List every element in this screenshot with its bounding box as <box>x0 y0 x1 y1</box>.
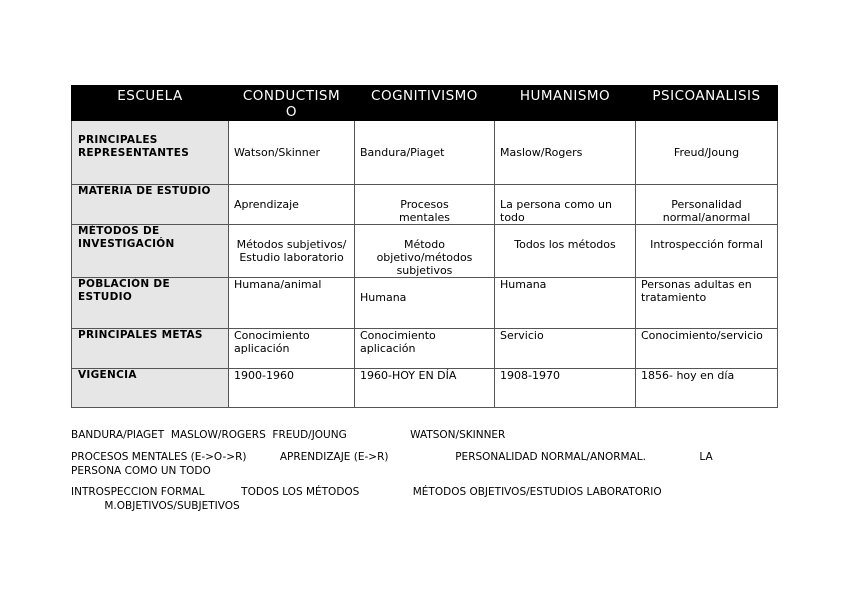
notes-line-metodos: INTROSPECCION FORMAL TODOS LOS MÉTODOS MÉTODOS OBJETIVOS/ESTUDIOS LABORATORIO M.OBJETIVOS/SUBJETIVOS <box>71 486 662 512</box>
table-row-representantes <box>72 121 778 185</box>
header-cognitivismo: COGNITIVISMO <box>355 86 495 121</box>
row-label-vigencia: VIGENCIA <box>72 369 229 408</box>
notes-line-representantes: BANDURA/PIAGET MASLOW/ROGERS FREUD/JOUNG WATSON/SKINNER <box>71 429 506 441</box>
row-label-poblacion: POBLACIÓN DE ESTUDIO <box>72 278 229 329</box>
row-label-metodos: MÉTODOS DE INVESTIGACIÓN <box>72 225 229 278</box>
cell-poblacion-psicoanalisis: Personas adultas en tratamiento <box>636 278 778 329</box>
cell-representantes-humanismo: Maslow/Rogers <box>495 121 636 185</box>
cell-metodos-humanismo: Todos los métodos <box>495 225 636 278</box>
table-row-poblacion <box>72 278 778 329</box>
table-row-metas <box>72 329 778 369</box>
cell-representantes-conductismo: Watson/Skinner <box>229 121 355 185</box>
cell-metodos-cognitivismo: Método objetivo/métodos subjetivos <box>355 225 495 278</box>
cell-vigencia-psicoanalisis: 1856- hoy en día <box>636 369 778 408</box>
cell-metas-humanismo: Servicio <box>495 329 636 369</box>
table-row-vigencia <box>72 369 778 408</box>
cell-materia-conductismo: Aprendizaje <box>229 185 355 225</box>
table-row-metodos <box>72 225 778 278</box>
header-row <box>72 86 778 121</box>
cell-vigencia-humanismo: 1908-1970 <box>495 369 636 408</box>
row-label-metas: PRINCIPALES METAS <box>72 329 229 369</box>
header-humanismo: HUMANISMO <box>495 86 636 121</box>
cell-metodos-conductismo: Métodos subjetivos/ Estudio laboratorio <box>229 225 355 278</box>
cell-representantes-psicoanalisis: Freud/Joung <box>636 121 778 185</box>
notes-line-materia: PROCESOS MENTALES (E->O->R) APRENDIZAJE (E->R) PERSONALIDAD NORMAL/ANORMAL. LA PERSONA COMO UN TODO <box>71 451 713 477</box>
cell-metas-cognitivismo: Conocimiento aplicación <box>355 329 495 369</box>
row-label-representantes: PRINCIPALES REPRESENTANTES <box>72 121 229 185</box>
row-label-materia: MATERIA DE ESTUDIO <box>72 185 229 225</box>
cell-vigencia-conductismo: 1900-1960 <box>229 369 355 408</box>
cell-vigencia-cognitivismo: 1960-HOY EN DÍA <box>355 369 495 408</box>
cell-materia-psicoanalisis: Personalidad normal/anormal <box>636 185 778 225</box>
cell-materia-cognitivismo: Procesos mentales <box>355 185 495 225</box>
cell-metodos-psicoanalisis: Introspección formal <box>636 225 778 278</box>
header-escuela: ESCUELA <box>72 86 229 121</box>
header-conductismo: CONDUCTISM O <box>229 86 355 121</box>
cell-representantes-cognitivismo: Bandura/Piaget <box>355 121 495 185</box>
cell-poblacion-cognitivismo: Humana <box>355 278 495 329</box>
comparison-table <box>71 85 778 408</box>
cell-metas-psicoanalisis: Conocimiento/servicio <box>636 329 778 369</box>
cell-poblacion-humanismo: Humana <box>495 278 636 329</box>
cell-poblacion-conductismo: Humana/animal <box>229 278 355 329</box>
cell-materia-humanismo: La persona como un todo <box>495 185 636 225</box>
cell-metas-conductismo: Conocimiento aplicación <box>229 329 355 369</box>
header-psicoanalisis: PSICOANALISIS <box>636 86 778 121</box>
table-row-materia <box>72 185 778 225</box>
